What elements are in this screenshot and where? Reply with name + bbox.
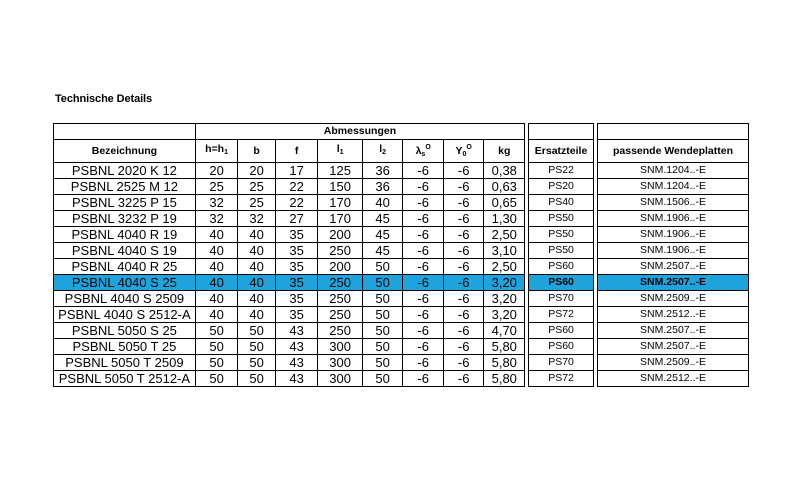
cell-h: 40	[195, 291, 238, 307]
cell-f: 43	[275, 323, 318, 339]
cell-h: 50	[195, 355, 238, 371]
cell-kg: 2,50	[484, 259, 525, 275]
cell-f: 22	[275, 195, 318, 211]
dimensions-group-header: Abmessungen	[195, 124, 524, 140]
cell-l2: 45	[362, 211, 403, 227]
col-header-lambda: $\lambda_s^O$	[403, 140, 444, 163]
cell-h: 40	[195, 307, 238, 323]
cell-bezeichnung: PSBNL 4040 S 2512-A	[54, 307, 196, 323]
cell-lambda: -6	[403, 339, 444, 355]
cell-gamma: -6	[443, 243, 484, 259]
cell-h: 40	[195, 227, 238, 243]
cell-l2: 50	[362, 323, 403, 339]
cell-l2: 45	[362, 243, 403, 259]
table-row[interactable]	[54, 195, 749, 211]
cell-bezeichnung: PSBNL 3232 P 19	[54, 211, 196, 227]
cell-wendeplatten: SNM.1204..-E	[598, 179, 749, 195]
cell-b: 40	[238, 307, 275, 323]
cell-l1: 300	[318, 355, 363, 371]
cell-h: 50	[195, 339, 238, 355]
cell-bezeichnung: PSBNL 5050 S 25	[54, 323, 196, 339]
cell-kg: 4,70	[484, 323, 525, 339]
cell-b: 50	[238, 355, 275, 371]
cell-ersatzteile: PS70	[529, 355, 594, 371]
cell-h: 40	[195, 259, 238, 275]
cell-lambda: -6	[403, 275, 444, 291]
cell-kg: 3,20	[484, 291, 525, 307]
cell-l2: 50	[362, 291, 403, 307]
table-row[interactable]	[54, 259, 749, 275]
cell-f: 35	[275, 275, 318, 291]
cell-f: 35	[275, 227, 318, 243]
cell-l2: 45	[362, 227, 403, 243]
table-row[interactable]	[54, 211, 749, 227]
cell-wendeplatten: SNM.1906..-E	[598, 227, 749, 243]
cell-h: 40	[195, 243, 238, 259]
cell-gamma: -6	[443, 307, 484, 323]
cell-gamma: -6	[443, 259, 484, 275]
cell-b: 40	[238, 275, 275, 291]
cell-f: 43	[275, 355, 318, 371]
cell-b: 25	[238, 195, 275, 211]
cell-l1: 300	[318, 339, 363, 355]
cell-wendeplatten: SNM.1906..-E	[598, 211, 749, 227]
cell-lambda: -6	[403, 355, 444, 371]
cell-wendeplatten: SNM.1506..-E	[598, 195, 749, 211]
cell-wendeplatten: SNM.2507..-E	[598, 323, 749, 339]
cell-wendeplatten: SNM.2507..-E	[598, 339, 749, 355]
cell-lambda: -6	[403, 291, 444, 307]
cell-wendeplatten: SNM.2512..-E	[598, 307, 749, 323]
cell-b: 40	[238, 259, 275, 275]
cell-f: 35	[275, 307, 318, 323]
cell-wendeplatten: SNM.2507..-E	[598, 275, 749, 291]
cell-wendeplatten: SNM.1204..-E	[598, 163, 749, 179]
cell-kg: 5,80	[484, 371, 525, 387]
cell-l2: 36	[362, 163, 403, 179]
table-row[interactable]	[54, 323, 749, 339]
table-row[interactable]	[54, 307, 749, 323]
cell-wendeplatten: SNM.2509..-E	[598, 355, 749, 371]
cell-b: 25	[238, 179, 275, 195]
cell-kg: 3,20	[484, 307, 525, 323]
cell-kg: 3,20	[484, 275, 525, 291]
cell-gamma: -6	[443, 339, 484, 355]
cell-f: 22	[275, 179, 318, 195]
cell-h: 32	[195, 195, 238, 211]
cell-bezeichnung: PSBNL 4040 R 19	[54, 227, 196, 243]
cell-h: 32	[195, 211, 238, 227]
cell-ersatzteile: PS60	[529, 259, 594, 275]
cell-f: 35	[275, 291, 318, 307]
cell-ersatzteile: PS72	[529, 371, 594, 387]
table-row[interactable]	[54, 179, 749, 195]
col-header-b: b	[238, 140, 275, 163]
cell-gamma: -6	[443, 323, 484, 339]
cell-l2: 50	[362, 371, 403, 387]
cell-bezeichnung: PSBNL 3225 P 15	[54, 195, 196, 211]
cell-l1: 200	[318, 259, 363, 275]
cell-lambda: -6	[403, 195, 444, 211]
cell-b: 40	[238, 243, 275, 259]
cell-lambda: -6	[403, 259, 444, 275]
cell-wendeplatten: SNM.2507..-E	[598, 259, 749, 275]
cell-gamma: -6	[443, 179, 484, 195]
col-header-l2: $l_2$	[362, 140, 403, 163]
cell-lambda: -6	[403, 179, 444, 195]
cell-gamma: -6	[443, 355, 484, 371]
cell-gamma: -6	[443, 163, 484, 179]
cell-l2: 40	[362, 195, 403, 211]
cell-f: 43	[275, 339, 318, 355]
cell-ersatzteile: PS40	[529, 195, 594, 211]
cell-f: 27	[275, 211, 318, 227]
cell-kg: 2,50	[484, 227, 525, 243]
cell-l1: 150	[318, 179, 363, 195]
blank-header-cell	[54, 124, 196, 140]
cell-wendeplatten: SNM.2509..-E	[598, 291, 749, 307]
cell-b: 20	[238, 163, 275, 179]
cell-wendeplatten: SNM.1906..-E	[598, 243, 749, 259]
cell-lambda: -6	[403, 323, 444, 339]
col-header-kg: kg	[484, 140, 525, 163]
blank-header-cell	[598, 124, 749, 140]
cell-gamma: -6	[443, 211, 484, 227]
table-body	[54, 163, 749, 387]
cell-h: 50	[195, 371, 238, 387]
cell-l1: 250	[318, 291, 363, 307]
cell-f: 35	[275, 243, 318, 259]
cell-ersatzteile: PS60	[529, 275, 594, 291]
cell-l1: 250	[318, 243, 363, 259]
col-header-l1: $l_1$	[318, 140, 363, 163]
cell-l2: 50	[362, 339, 403, 355]
cell-gamma: -6	[443, 291, 484, 307]
col-header-gamma: $Y_0^O$	[443, 140, 484, 163]
cell-ersatzteile: PS72	[529, 307, 594, 323]
cell-gamma: -6	[443, 275, 484, 291]
cell-l2: 50	[362, 355, 403, 371]
table-row[interactable]	[54, 227, 749, 243]
cell-gamma: -6	[443, 371, 484, 387]
blank-header-cell	[529, 124, 594, 140]
cell-bezeichnung: PSBNL 4040 S 25	[54, 275, 196, 291]
cell-ersatzteile: PS70	[529, 291, 594, 307]
table-row[interactable]	[54, 275, 749, 291]
cell-h: 25	[195, 179, 238, 195]
cell-kg: 1,30	[484, 211, 525, 227]
cell-bezeichnung: PSBNL 5050 T 25	[54, 339, 196, 355]
cell-b: 50	[238, 371, 275, 387]
cell-l1: 200	[318, 227, 363, 243]
col-header-ersatzteile: Ersatzteile	[529, 140, 594, 163]
cell-lambda: -6	[403, 307, 444, 323]
cell-ersatzteile: PS60	[529, 339, 594, 355]
cell-b: 50	[238, 339, 275, 355]
section-title: Technische Details	[55, 93, 153, 105]
cell-b: 40	[238, 291, 275, 307]
cell-l1: 125	[318, 163, 363, 179]
cell-kg: 5,80	[484, 355, 525, 371]
cell-kg: 3,10	[484, 243, 525, 259]
cell-l1: 250	[318, 323, 363, 339]
table-row[interactable]	[54, 243, 749, 259]
cell-bezeichnung: PSBNL 2020 K 12	[54, 163, 196, 179]
cell-ersatzteile: PS60	[529, 323, 594, 339]
cell-bezeichnung: PSBNL 4040 S 2509	[54, 291, 196, 307]
table-header-row	[54, 140, 749, 163]
cell-f: 17	[275, 163, 318, 179]
cell-bezeichnung: PSBNL 2525 M 12	[54, 179, 196, 195]
cell-lambda: -6	[403, 227, 444, 243]
cell-lambda: -6	[403, 243, 444, 259]
cell-bezeichnung: PSBNL 4040 R 25	[54, 259, 196, 275]
cell-bezeichnung: PSBNL 4040 S 19	[54, 243, 196, 259]
cell-l1: 250	[318, 275, 363, 291]
cell-kg: 0,65	[484, 195, 525, 211]
cell-h: 50	[195, 323, 238, 339]
col-header-h: $h=h_1$	[195, 140, 238, 163]
cell-ersatzteile: PS50	[529, 243, 594, 259]
table-row[interactable]	[54, 339, 749, 355]
cell-kg: 0,38	[484, 163, 525, 179]
technical-details-table	[53, 123, 749, 387]
cell-b: 40	[238, 227, 275, 243]
cell-kg: 5,80	[484, 339, 525, 355]
cell-bezeichnung: PSBNL 5050 T 2509	[54, 355, 196, 371]
table-group-header-row	[54, 124, 749, 140]
table-row[interactable]	[54, 371, 749, 387]
cell-lambda: -6	[403, 371, 444, 387]
cell-b: 50	[238, 323, 275, 339]
cell-ersatzteile: PS50	[529, 211, 594, 227]
cell-l1: 170	[318, 211, 363, 227]
cell-kg: 0,63	[484, 179, 525, 195]
table-row[interactable]	[54, 291, 749, 307]
cell-b: 32	[238, 211, 275, 227]
col-header-bezeichnung: Bezeichnung	[54, 140, 196, 163]
cell-gamma: -6	[443, 227, 484, 243]
cell-ersatzteile: PS20	[529, 179, 594, 195]
cell-ersatzteile: PS22	[529, 163, 594, 179]
cell-l1: 250	[318, 307, 363, 323]
col-header-f: f	[275, 140, 318, 163]
cell-ersatzteile: PS50	[529, 227, 594, 243]
cell-f: 43	[275, 371, 318, 387]
cell-h: 20	[195, 163, 238, 179]
cell-l2: 50	[362, 259, 403, 275]
cell-l1: 300	[318, 371, 363, 387]
col-header-wendeplatten: passende Wendeplatten	[598, 140, 749, 163]
cell-l2: 36	[362, 179, 403, 195]
cell-l2: 50	[362, 275, 403, 291]
table-row[interactable]	[54, 355, 749, 371]
cell-gamma: -6	[443, 195, 484, 211]
cell-l1: 170	[318, 195, 363, 211]
cell-lambda: -6	[403, 163, 444, 179]
cell-h: 40	[195, 275, 238, 291]
table-row[interactable]	[54, 163, 749, 179]
cell-lambda: -6	[403, 211, 444, 227]
cell-wendeplatten: SNM.2512..-E	[598, 371, 749, 387]
cell-f: 35	[275, 259, 318, 275]
cell-bezeichnung: PSBNL 5050 T 2512-A	[54, 371, 196, 387]
cell-l2: 50	[362, 307, 403, 323]
